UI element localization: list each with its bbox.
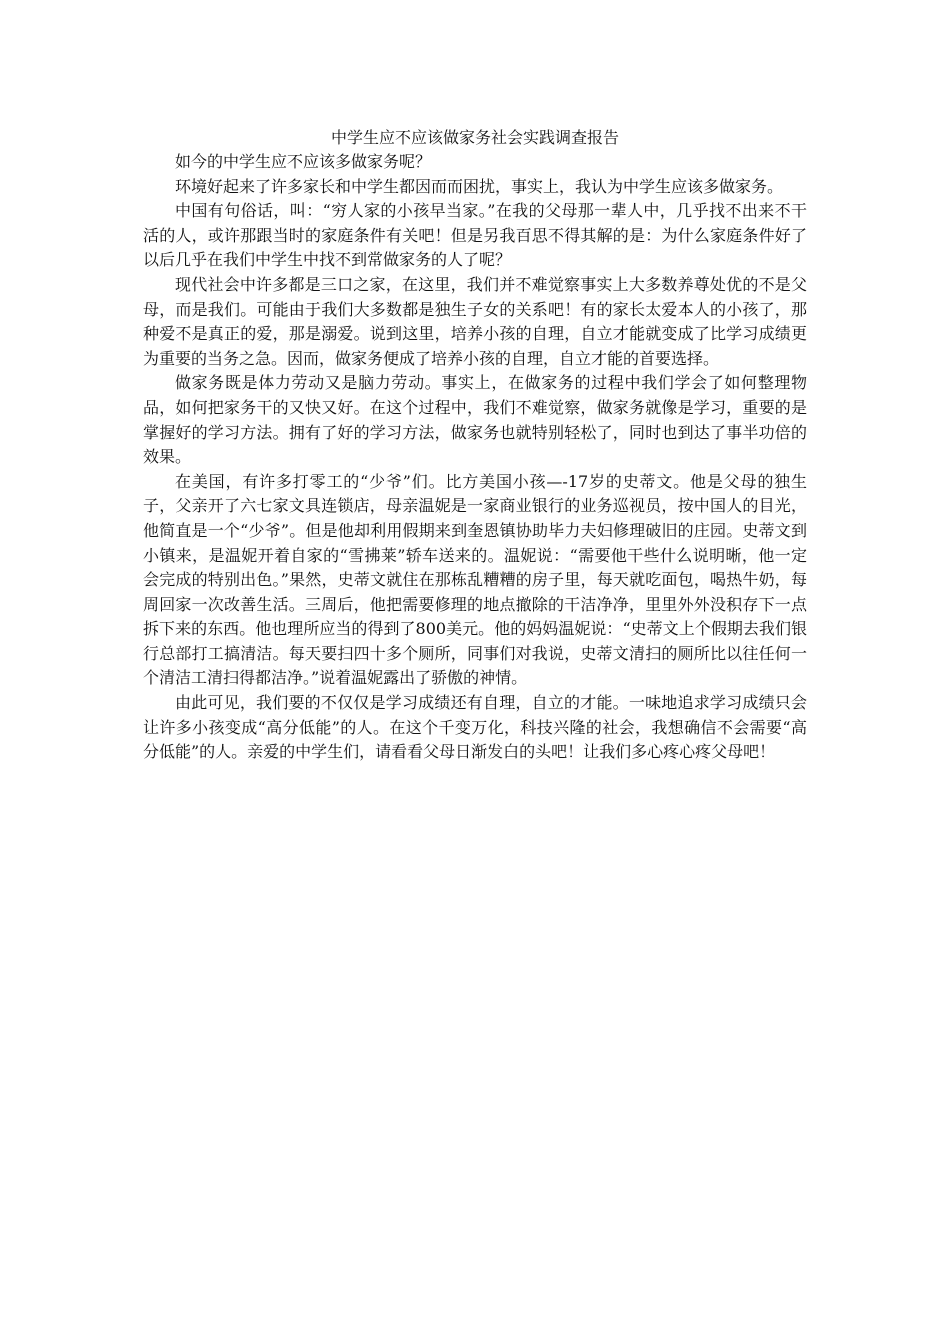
- paragraph-question: 如今的中学生应不应该多做家务呢？: [175, 152, 432, 171]
- paragraph-thesis: 环境好起来了许多家长和中学生都因而而困扰，事实上，我认为中学生应该多做家务。: [175, 176, 784, 196]
- paragraph-america-example: 在美国，有许多打零工的“少爷”们。比方美国小孩—-17岁的史蒂文。他是父母的独生子，父亲开了六七家文具连锁店，母亲温妮是一家商业银行的业务巡视员，按中国人的目光，他简直是一个“少爷”。但是他却利用假期来到奎恩镇协助毕力夫妇修理破旧的庄园。史蒂文到小镇来，是温妮开着自家的“雪拂莱”轿车送来的。温妮说：“需要他干些什么说明晰，他一定会完成的特别出色。”果然，史蒂文就住在那栋乱糟糟的房子里，每天就吃面包，喝热牛奶，每周回家一次改善生活。三周后，他把需要修理的地点撤除的干洁净净，里里外外没积存下一点拆下来的东西。他也理所应当的得到了800美元。他的妈妈温妮说：“史蒂文上个假期去我们银行总部打工搞清洁。每天要扫四十多个厕所，同事们对我说，史蒂文清扫的厕所比以往任何一个清洁工清扫得都洁净。”说着温妮露出了骄傲的神情。: [143, 471, 807, 688]
- document-page: [143, 126, 807, 765]
- paragraph-conclusion: 由此可见，我们要的不仅仅是学习成绩还有自理，自立的才能。一味地追求学习成绩只会让许多小孩变成“高分低能”的人。在这个千变万化，科技兴隆的社会，我想确信不会需要“高分低能”的人。亲爱的中学生们，请看看父母日渐发白的头吧！让我们多心疼心疼父母吧！: [143, 693, 807, 762]
- paragraph-proverb: 中国有句俗话，叫：“穷人家的小孩早当家。”在我的父母那一辈人中，几乎找不出来不干活的人，或许那跟当时的家庭条件有关吧！但是另我百思不得其解的是：为什么家庭条件好了以后几乎在我们中学生中找不到常做家务的人了呢？: [143, 201, 807, 270]
- paragraph-housework-labor: 做家务既是体力劳动又是脑力劳动。事实上，在做家务的过程中我们学会了如何整理物品，如何把家务干的又快又好。在这个过程中，我们不难觉察，做家务就像是学习，重要的是掌握好的学习方法。拥有了好的学习方法，做家务也就特别轻松了，同时也到达了事半功倍的效果。: [143, 373, 807, 467]
- document-title: 中学生应不应该做家务社会实践调查报告: [330, 128, 619, 147]
- paragraph-modern-society: 现代社会中许多都是三口之家，在这里，我们并不难觉察事实上大多数养尊处优的不是父母，而是我们。可能由于我们大多数都是独生子女的关系吧！有的家长太爱本人的小孩了，那种爱不是真正的爱，那是溺爱。说到这里，培养小孩的自理，自立才能就变成了比学习成绩更为重要的当务之急。因而，做家务便成了培养小孩的自理，自立才能的首要选择。: [143, 274, 807, 368]
